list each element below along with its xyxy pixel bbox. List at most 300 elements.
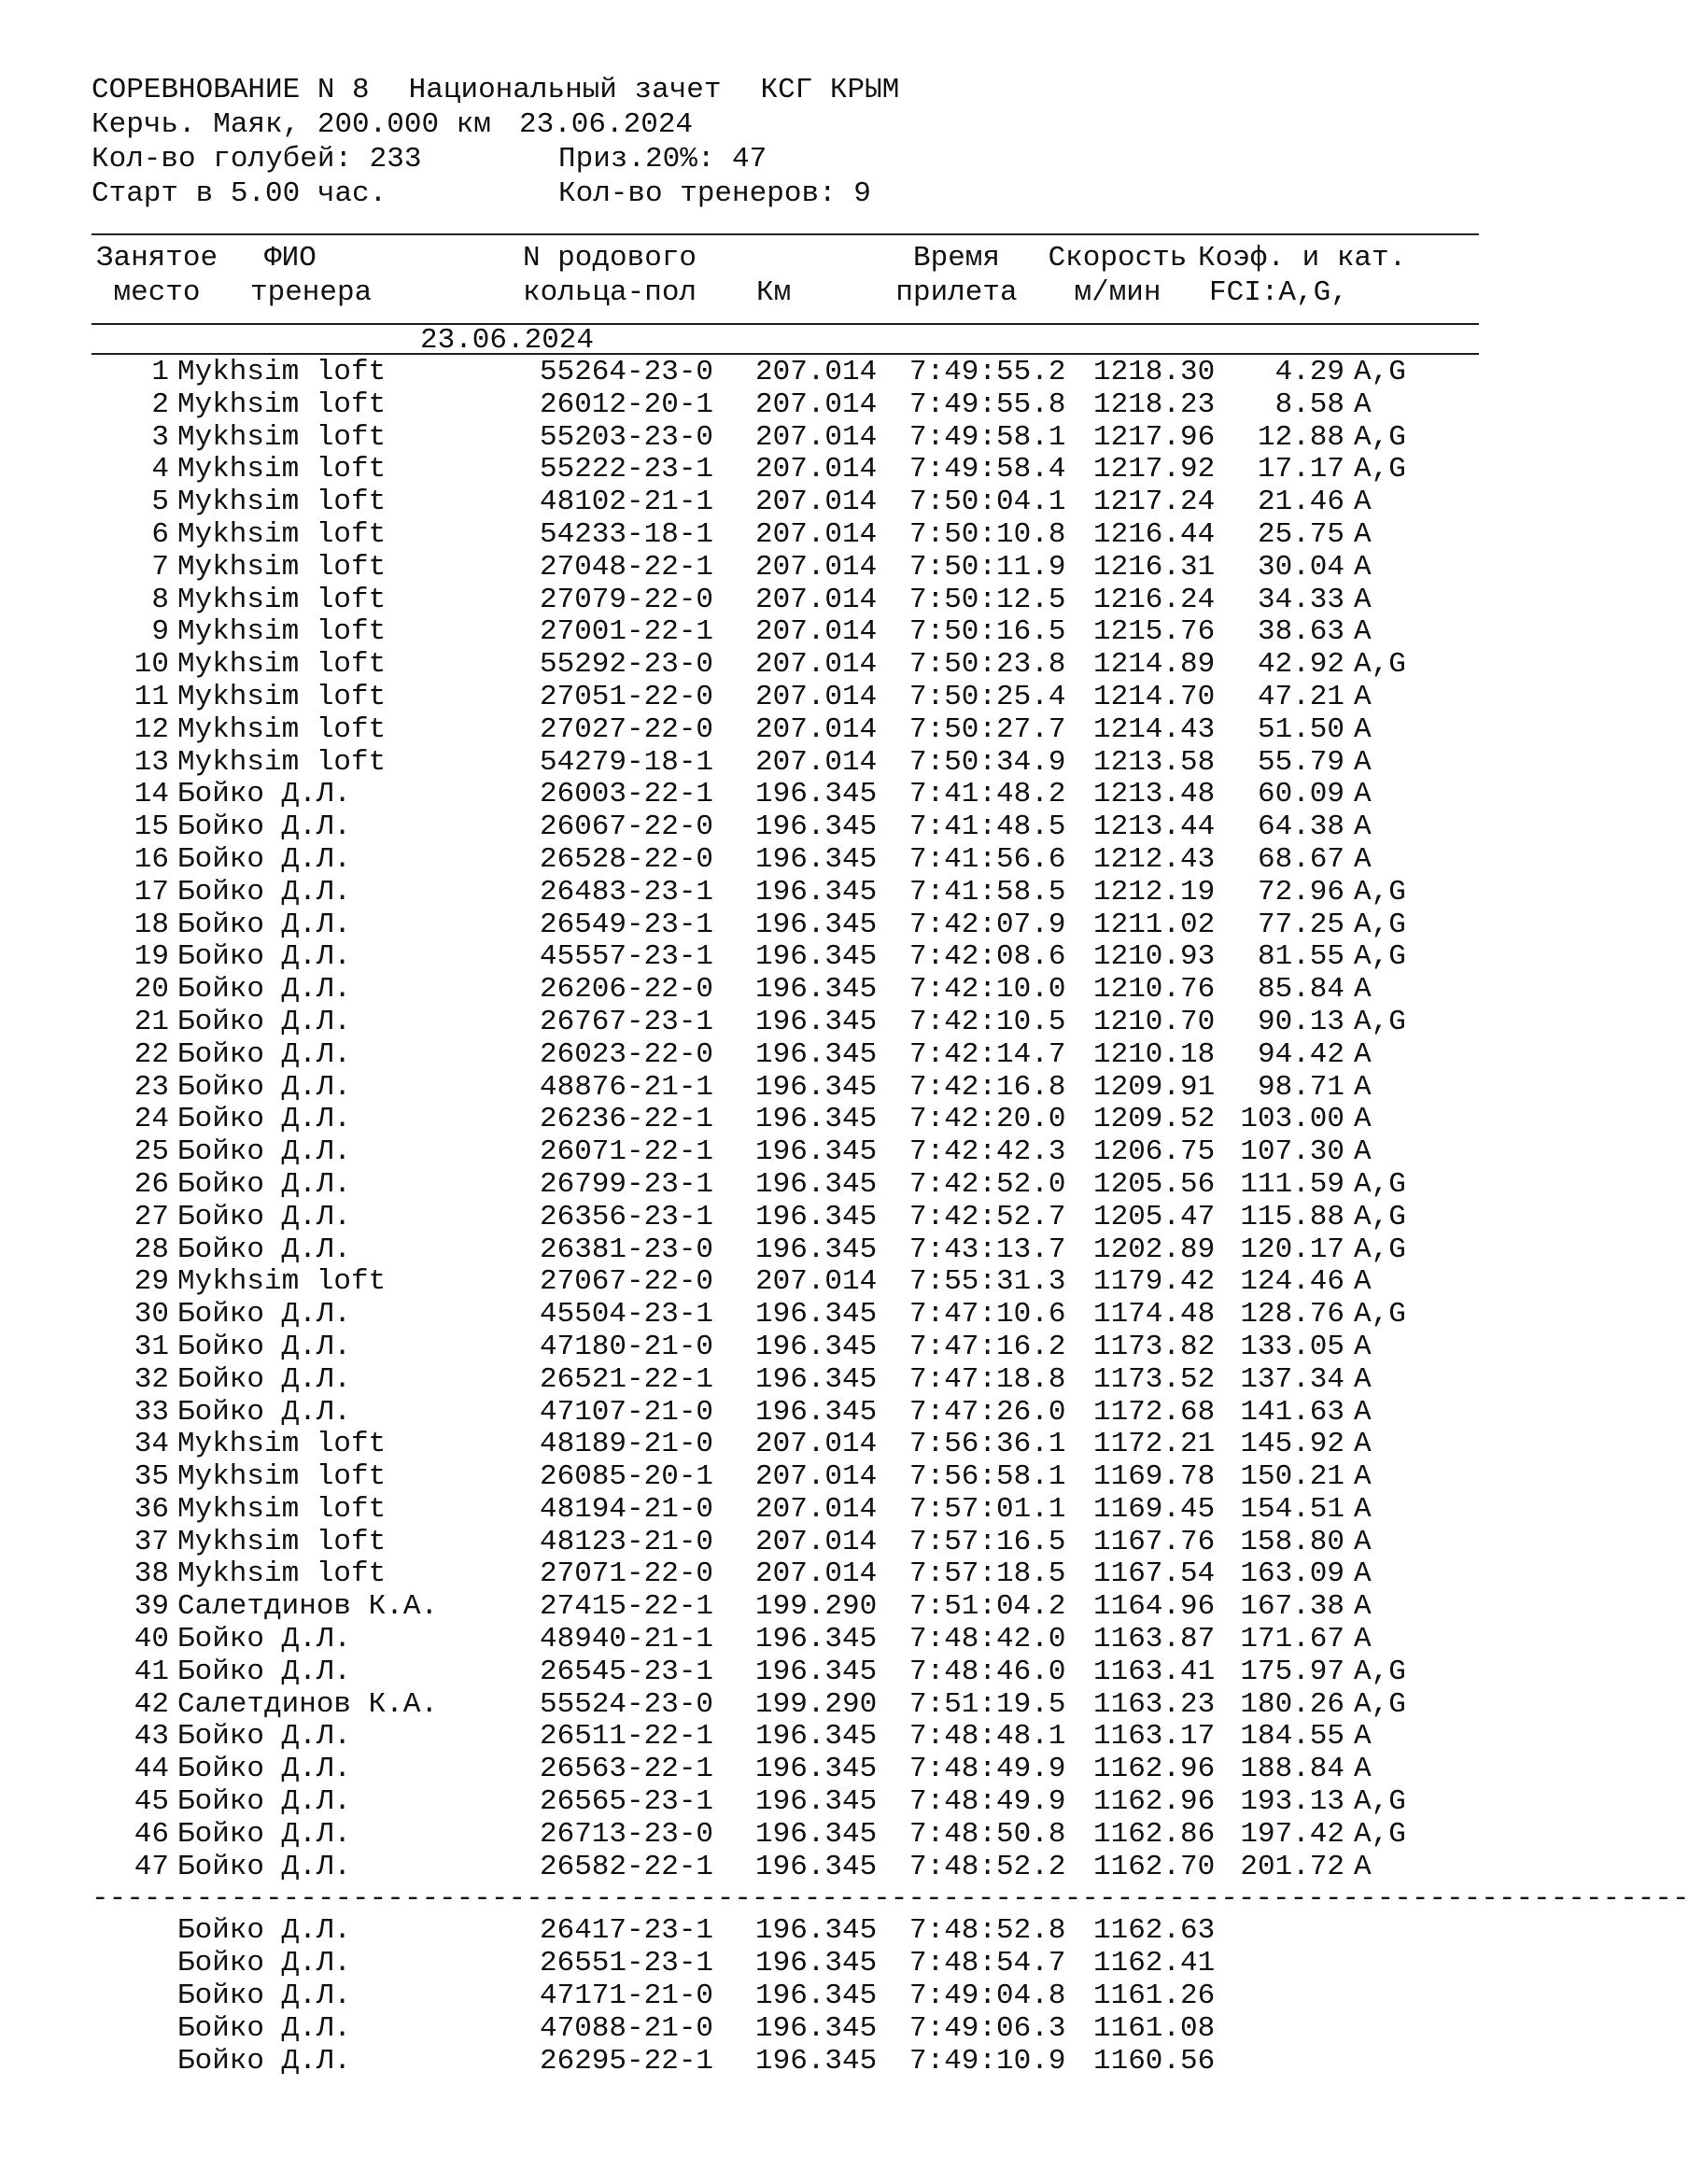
ring-cell: 48102-21-1 [540, 486, 714, 519]
arrival-time-cell: 7:50:04.1 [909, 486, 1066, 519]
arrival-time-cell: 7:41:56.6 [909, 842, 1066, 876]
speed-cell: 1163.23 [1093, 1687, 1216, 1721]
arrival-time-cell: 7:41:58.5 [909, 875, 1066, 909]
coefficient-cell: 193.13 [1240, 1785, 1344, 1819]
category-cell: A [1354, 517, 1372, 551]
coefficient-cell: 47.21 [1257, 680, 1344, 713]
place-cell: 22 [134, 1037, 169, 1071]
category-cell: A [1354, 1395, 1372, 1429]
distance-cell: 207.014 [755, 1428, 878, 1461]
trainer-count: Кол-во тренеров: 9 [558, 177, 871, 210]
speed-cell: 1217.24 [1093, 486, 1216, 519]
coefficient-cell: 38.63 [1257, 615, 1344, 649]
place-cell: 37 [134, 1525, 169, 1558]
place-cell: 26 [134, 1167, 169, 1201]
arrival-time-cell: 7:42:07.9 [909, 908, 1066, 941]
ring-cell: 26563-22-1 [540, 1753, 714, 1786]
ring-cell: 26295-22-1 [540, 2044, 714, 2078]
category-cell: A [1354, 550, 1372, 584]
place-cell: 31 [134, 1330, 169, 1363]
results-document [91, 73, 1689, 2078]
ring-cell: 27067-22-0 [540, 1265, 714, 1299]
coefficient-cell: 141.63 [1240, 1395, 1344, 1429]
ring-cell: 26521-22-1 [540, 1362, 714, 1396]
trainer-cell: Бойко Д.Л. [177, 2044, 352, 2078]
ring-cell: 45504-23-1 [540, 1298, 714, 1332]
trainer-cell: Бойко Д.Л. [177, 778, 352, 811]
arrival-time-cell: 7:50:16.5 [909, 615, 1066, 649]
arrival-time-cell: 7:49:58.4 [909, 453, 1066, 486]
col-name [222, 241, 521, 310]
coefficient-cell: 137.34 [1240, 1362, 1344, 1396]
distance-cell: 196.345 [755, 1395, 878, 1429]
ring-cell: 54279-18-1 [540, 745, 714, 779]
table-row [91, 2013, 1492, 2046]
category-cell: A,G [1354, 1817, 1406, 1851]
arrival-time-cell: 7:57:18.5 [909, 1557, 1066, 1591]
place-cell: 42 [134, 1687, 169, 1721]
col-speed [1043, 241, 1192, 310]
category-cell: A [1354, 810, 1372, 844]
arrival-time-cell: 7:49:06.3 [909, 2011, 1066, 2045]
distance-cell: 196.345 [755, 1037, 878, 1071]
ring-cell: 48876-21-1 [540, 1070, 714, 1104]
coefficient-cell: 163.09 [1240, 1557, 1344, 1591]
distance-cell: 196.345 [755, 1720, 878, 1754]
arrival-time-cell: 7:50:10.8 [909, 517, 1066, 551]
category-cell: A [1354, 1753, 1372, 1786]
arrival-time-cell: 7:50:25.4 [909, 680, 1066, 713]
arrival-time-cell: 7:51:19.5 [909, 1687, 1066, 1721]
place-cell: 39 [134, 1590, 169, 1624]
speed-cell: 1214.43 [1093, 712, 1216, 746]
category-cell: A [1354, 1135, 1372, 1169]
distance-cell: 207.014 [755, 712, 878, 746]
place-cell: 18 [134, 908, 169, 941]
arrival-time-cell: 7:50:34.9 [909, 745, 1066, 779]
speed-cell: 1211.02 [1093, 908, 1216, 941]
table-row [91, 1591, 1492, 1624]
table-row [91, 1527, 1492, 1559]
trainer-cell: Mykhsim loft [177, 1460, 387, 1494]
arrival-time-cell: 7:49:10.9 [909, 2044, 1066, 2078]
trainer-cell: Бойко Д.Л. [177, 810, 352, 844]
col-name-line2: тренера [250, 276, 373, 309]
distance-cell: 207.014 [755, 387, 878, 421]
place-cell: 43 [134, 1720, 169, 1754]
place-cell-empty [91, 1948, 177, 1980]
category-cell: A [1354, 1037, 1372, 1071]
arrival-time-cell: 7:47:10.6 [909, 1298, 1066, 1332]
table-row [91, 1397, 1492, 1430]
ring-cell: 26071-22-1 [540, 1135, 714, 1169]
arrival-time-cell: 7:42:08.6 [909, 940, 1066, 974]
place-cell: 7 [151, 550, 169, 584]
coefficient-cell: 94.42 [1257, 1037, 1344, 1071]
ring-cell: 55203-23-0 [540, 420, 714, 454]
coefficient-cell: 42.92 [1257, 648, 1344, 682]
place-cell: 5 [151, 486, 169, 519]
trainer-cell: Бойко Д.Л. [177, 1914, 352, 1948]
speed-cell: 1169.45 [1093, 1492, 1216, 1526]
ring-cell: 27048-22-1 [540, 550, 714, 584]
place-cell: 9 [151, 615, 169, 649]
col-time-line2: прилета [895, 276, 1018, 309]
table-row [91, 1819, 1492, 1852]
table-row [91, 1624, 1492, 1656]
speed-cell: 1214.70 [1093, 680, 1216, 713]
place-cell: 1 [151, 356, 169, 388]
trainer-cell: Mykhsim loft [177, 486, 387, 519]
speed-cell: 1206.75 [1093, 1135, 1216, 1169]
category-cell: A [1354, 680, 1372, 713]
speed-cell: 1205.56 [1093, 1167, 1216, 1201]
trainer-cell: Бойко Д.Л. [177, 1753, 352, 1786]
ring-cell: 27079-22-0 [540, 583, 714, 616]
coefficient-cell: 180.26 [1240, 1687, 1344, 1721]
ring-cell: 26417-23-1 [540, 1914, 714, 1948]
speed-cell: 1161.08 [1093, 2011, 1216, 2045]
ring-cell: 26767-23-1 [540, 1005, 714, 1038]
trainer-cell: Mykhsim loft [177, 517, 387, 551]
category-cell: A,G [1354, 420, 1406, 454]
category-cell: A [1354, 1330, 1372, 1363]
ring-cell: 48189-21-0 [540, 1428, 714, 1461]
col-ring-line1: N родового [523, 242, 697, 275]
speed-cell: 1213.44 [1093, 810, 1216, 844]
start-time: Старт в 5.00 час. [91, 177, 387, 210]
col-ring-line2: кольца-пол [523, 276, 697, 309]
category-cell: A [1354, 387, 1372, 421]
table-row [91, 779, 1492, 811]
trainer-cell: Бойко Д.Л. [177, 973, 352, 1007]
prize-cutoff-line: -------------------------------------------------------------------------------------------- [91, 1882, 1689, 1916]
place-cell: 46 [134, 1817, 169, 1851]
speed-cell: 1163.17 [1093, 1720, 1216, 1754]
trainer-cell: Бойко Д.Л. [177, 940, 352, 974]
coefficient-cell: 133.05 [1240, 1330, 1344, 1363]
table-row [91, 389, 1492, 422]
place-cell: 24 [134, 1103, 169, 1136]
table-row [91, 941, 1492, 974]
table-row [91, 2046, 1492, 2078]
place-cell-empty [91, 1915, 177, 1948]
trainer-cell: Бойко Д.Л. [177, 1395, 352, 1429]
category-cell: A [1354, 615, 1372, 649]
arrival-time-cell: 7:48:46.0 [909, 1655, 1066, 1688]
ring-cell: 26545-23-1 [540, 1655, 714, 1688]
ring-cell: 26085-20-1 [540, 1460, 714, 1494]
distance-cell: 196.345 [755, 1623, 878, 1656]
col-place [91, 241, 222, 310]
trainer-cell: Mykhsim loft [177, 745, 387, 779]
ring-cell: 27051-22-0 [540, 680, 714, 713]
distance-cell: 196.345 [755, 1947, 878, 1980]
trainer-cell: Бойко Д.Л. [177, 1947, 352, 1980]
speed-cell: 1212.43 [1093, 842, 1216, 876]
speed-cell: 1162.96 [1093, 1785, 1216, 1819]
place-cell: 11 [134, 680, 169, 713]
place-cell: 6 [151, 517, 169, 551]
table-row [91, 1656, 1492, 1689]
coefficient-cell: 72.96 [1257, 875, 1344, 909]
arrival-time-cell: 7:41:48.5 [909, 810, 1066, 844]
col-place-line1: Занятое [95, 242, 218, 275]
place-cell-empty [91, 2046, 177, 2078]
category-cell: A,G [1354, 1785, 1406, 1819]
coefficient-cell: 184.55 [1240, 1720, 1344, 1754]
ring-cell: 47171-21-0 [540, 1980, 714, 2013]
race-date: 23.06.2024 [519, 108, 694, 141]
speed-cell: 1205.47 [1093, 1200, 1216, 1233]
ring-cell: 47107-21-0 [540, 1395, 714, 1429]
trainer-cell: Mykhsim loft [177, 1492, 387, 1526]
place-cell: 13 [134, 745, 169, 779]
trainer-cell: Бойко Д.Л. [177, 1817, 352, 1851]
place-cell: 21 [134, 1005, 169, 1038]
trainer-cell: Бойко Д.Л. [177, 1980, 352, 2013]
distance-cell: 207.014 [755, 550, 878, 584]
table-row [91, 1494, 1492, 1527]
place-cell: 28 [134, 1233, 169, 1266]
speed-cell: 1218.30 [1093, 356, 1216, 388]
competition-number: СОРЕВНОВАНИЕ N 8 [91, 74, 370, 106]
trainer-cell: Mykhsim loft [177, 712, 387, 746]
ring-cell: 47180-21-0 [540, 1330, 714, 1363]
trainer-cell: Салетдинов К.А. [177, 1590, 439, 1624]
coefficient-cell: 120.17 [1240, 1233, 1344, 1266]
place-cell: 14 [134, 778, 169, 811]
ring-cell: 26565-23-1 [540, 1785, 714, 1819]
distance-cell: 196.345 [755, 1330, 878, 1363]
category-cell: A,G [1354, 908, 1406, 941]
table-row [91, 811, 1492, 844]
arrival-time-cell: 7:56:36.1 [909, 1428, 1066, 1461]
place-cell: 20 [134, 973, 169, 1007]
place-cell: 40 [134, 1623, 169, 1656]
col-ring [521, 241, 756, 310]
place-cell: 8 [151, 583, 169, 616]
trainer-cell: Бойко Д.Л. [177, 1785, 352, 1819]
distance-cell: 207.014 [755, 615, 878, 649]
trainer-cell: Mykhsim loft [177, 550, 387, 584]
header-line-4 [91, 176, 1492, 211]
distance-cell: 207.014 [755, 486, 878, 519]
distance-cell: 196.345 [755, 1817, 878, 1851]
trainer-cell: Mykhsim loft [177, 453, 387, 486]
col-time-line1: Время [912, 242, 1000, 275]
ring-cell: 26023-22-0 [540, 1037, 714, 1071]
place-cell: 44 [134, 1753, 169, 1786]
coefficient-cell: 171.67 [1240, 1623, 1344, 1656]
distance-cell: 207.014 [755, 745, 878, 779]
speed-cell: 1163.41 [1093, 1655, 1216, 1688]
coefficient-cell: 167.38 [1240, 1590, 1344, 1624]
arrival-time-cell: 7:57:16.5 [909, 1525, 1066, 1558]
speed-cell: 1162.63 [1093, 1914, 1216, 1948]
coefficient-cell: 60.09 [1257, 778, 1344, 811]
speed-cell: 1162.86 [1093, 1817, 1216, 1851]
category-cell: A,G [1354, 940, 1406, 974]
coefficient-cell: 34.33 [1257, 583, 1344, 616]
speed-cell: 1214.89 [1093, 648, 1216, 682]
coefficient-cell: 103.00 [1240, 1103, 1344, 1136]
table-row [91, 1852, 1492, 1884]
arrival-time-cell: 7:50:12.5 [909, 583, 1066, 616]
arrival-time-cell: 7:50:27.7 [909, 712, 1066, 746]
distance-cell: 207.014 [755, 1265, 878, 1299]
table-row [91, 844, 1492, 877]
arrival-time-cell: 7:43:13.7 [909, 1233, 1066, 1266]
arrival-time-cell: 7:49:58.1 [909, 420, 1066, 454]
speed-cell: 1210.76 [1093, 973, 1216, 1007]
trainer-cell: Бойко Д.Л. [177, 1167, 352, 1201]
coefficient-cell: 64.38 [1257, 810, 1344, 844]
ring-cell: 48194-21-0 [540, 1492, 714, 1526]
place-cell: 15 [134, 810, 169, 844]
speed-cell: 1172.68 [1093, 1395, 1216, 1429]
ring-cell: 55292-23-0 [540, 648, 714, 682]
table-row [91, 1007, 1492, 1039]
ring-cell: 26381-23-0 [540, 1233, 714, 1266]
ring-cell: 26206-22-0 [540, 973, 714, 1007]
competition-type: Национальный зачет [408, 74, 722, 106]
distance-cell: 196.345 [755, 810, 878, 844]
speed-cell: 1218.23 [1093, 387, 1216, 421]
table-row [91, 1948, 1492, 1980]
coefficient-cell: 17.17 [1257, 453, 1344, 486]
coefficient-cell: 25.75 [1257, 517, 1344, 551]
table-row [91, 519, 1492, 552]
trainer-cell: Бойко Д.Л. [177, 1005, 352, 1038]
speed-cell: 1161.26 [1093, 1980, 1216, 2013]
category-cell: A,G [1354, 875, 1406, 909]
arrival-time-cell: 7:47:18.8 [909, 1362, 1066, 1396]
speed-cell: 1210.18 [1093, 1037, 1216, 1071]
category-cell: A [1354, 778, 1372, 811]
col-coef [1192, 241, 1422, 310]
category-cell: A [1354, 1623, 1372, 1656]
category-cell: A [1354, 1850, 1372, 1883]
coefficient-cell: 175.97 [1240, 1655, 1344, 1688]
speed-cell: 1164.96 [1093, 1590, 1216, 1624]
ring-cell: 47088-21-0 [540, 2011, 714, 2045]
arrival-time-cell: 7:48:54.7 [909, 1947, 1066, 1980]
table-row [91, 585, 1492, 617]
ring-cell: 26003-22-1 [540, 778, 714, 811]
trainer-cell: Бойко Д.Л. [177, 1037, 352, 1071]
ring-cell: 55222-23-1 [540, 453, 714, 486]
coefficient-cell: 85.84 [1257, 973, 1344, 1007]
trainer-cell: Бойко Д.Л. [177, 875, 352, 909]
trainer-cell: Бойко Д.Л. [177, 1623, 352, 1656]
race-point: Керчь. Маяк, 200.000 км [91, 108, 491, 141]
header-line-1 [91, 73, 1492, 107]
coefficient-cell: 128.76 [1240, 1298, 1344, 1332]
distance-cell: 196.345 [755, 1298, 878, 1332]
category-cell: A [1354, 583, 1372, 616]
ring-cell: 26549-23-1 [540, 908, 714, 941]
arrival-time-cell: 7:47:16.2 [909, 1330, 1066, 1363]
distance-cell: 196.345 [755, 875, 878, 909]
place-cell: 25 [134, 1135, 169, 1169]
distance-cell: 196.345 [755, 1655, 878, 1688]
table-row [91, 877, 1492, 909]
category-cell: A [1354, 1265, 1372, 1299]
ring-cell: 27071-22-0 [540, 1557, 714, 1591]
place-cell-empty [91, 1980, 177, 2013]
distance-cell: 196.345 [755, 1914, 878, 1948]
distance-cell: 196.345 [755, 778, 878, 811]
trainer-cell: Mykhsim loft [177, 615, 387, 649]
table-row [91, 1202, 1492, 1234]
col-name-line1: ФИО [264, 242, 317, 275]
arrival-time-cell: 7:41:48.2 [909, 778, 1066, 811]
category-cell: A [1354, 1103, 1372, 1136]
table-row [91, 454, 1492, 486]
ring-cell: 48123-21-0 [540, 1525, 714, 1558]
table-row [91, 616, 1492, 649]
ring-cell: 55524-23-0 [540, 1687, 714, 1721]
table-row [91, 357, 1492, 389]
category-cell: A,G [1354, 1233, 1406, 1266]
trainer-cell: Бойко Д.Л. [177, 1298, 352, 1332]
coefficient-cell: 81.55 [1257, 940, 1344, 974]
arrival-time-cell: 7:42:10.0 [909, 973, 1066, 1007]
col-coef-line1: Коэф. и кат. [1198, 242, 1407, 275]
distance-cell: 207.014 [755, 356, 878, 388]
trainer-cell: Бойко Д.Л. [177, 2011, 352, 2045]
distance-cell: 196.345 [755, 2011, 878, 2045]
speed-cell: 1173.82 [1093, 1330, 1216, 1363]
place-cell: 32 [134, 1362, 169, 1396]
arrival-time-cell: 7:48:52.2 [909, 1850, 1066, 1883]
distance-cell: 207.014 [755, 583, 878, 616]
arrival-time-cell: 7:48:50.8 [909, 1817, 1066, 1851]
speed-cell: 1179.42 [1093, 1265, 1216, 1299]
table-row [91, 1915, 1492, 1948]
place-cell: 29 [134, 1265, 169, 1299]
header-line-3 [91, 142, 1492, 176]
trainer-cell: Бойко Д.Л. [177, 1070, 352, 1104]
col-speed-line2: м/мин [1074, 276, 1161, 309]
place-cell: 2 [151, 387, 169, 421]
place-cell: 45 [134, 1785, 169, 1819]
trainer-cell: Бойко Д.Л. [177, 842, 352, 876]
trainer-cell: Бойко Д.Л. [177, 1850, 352, 1883]
speed-cell: 1167.76 [1093, 1525, 1216, 1558]
coefficient-cell: 201.72 [1240, 1850, 1344, 1883]
category-cell: A,G [1354, 356, 1406, 388]
arrival-time-cell: 7:48:49.9 [909, 1753, 1066, 1786]
trainer-cell: Бойко Д.Л. [177, 1330, 352, 1363]
distance-cell: 196.345 [755, 940, 878, 974]
coefficient-cell: 4.29 [1274, 356, 1344, 388]
category-cell: A [1354, 1460, 1372, 1494]
category-cell: A [1354, 745, 1372, 779]
table-row [91, 1786, 1492, 1819]
trainer-cell: Бойко Д.Л. [177, 1200, 352, 1233]
arrival-time-cell: 7:42:14.7 [909, 1037, 1066, 1071]
distance-cell: 207.014 [755, 648, 878, 682]
distance-cell: 199.290 [755, 1590, 878, 1624]
speed-cell: 1202.89 [1093, 1233, 1216, 1266]
trainer-cell: Mykhsim loft [177, 648, 387, 682]
results-table [91, 357, 1492, 1883]
header-line-2 [91, 107, 1492, 142]
place-cell: 17 [134, 875, 169, 909]
arrival-time-cell: 7:56:58.1 [909, 1460, 1066, 1494]
